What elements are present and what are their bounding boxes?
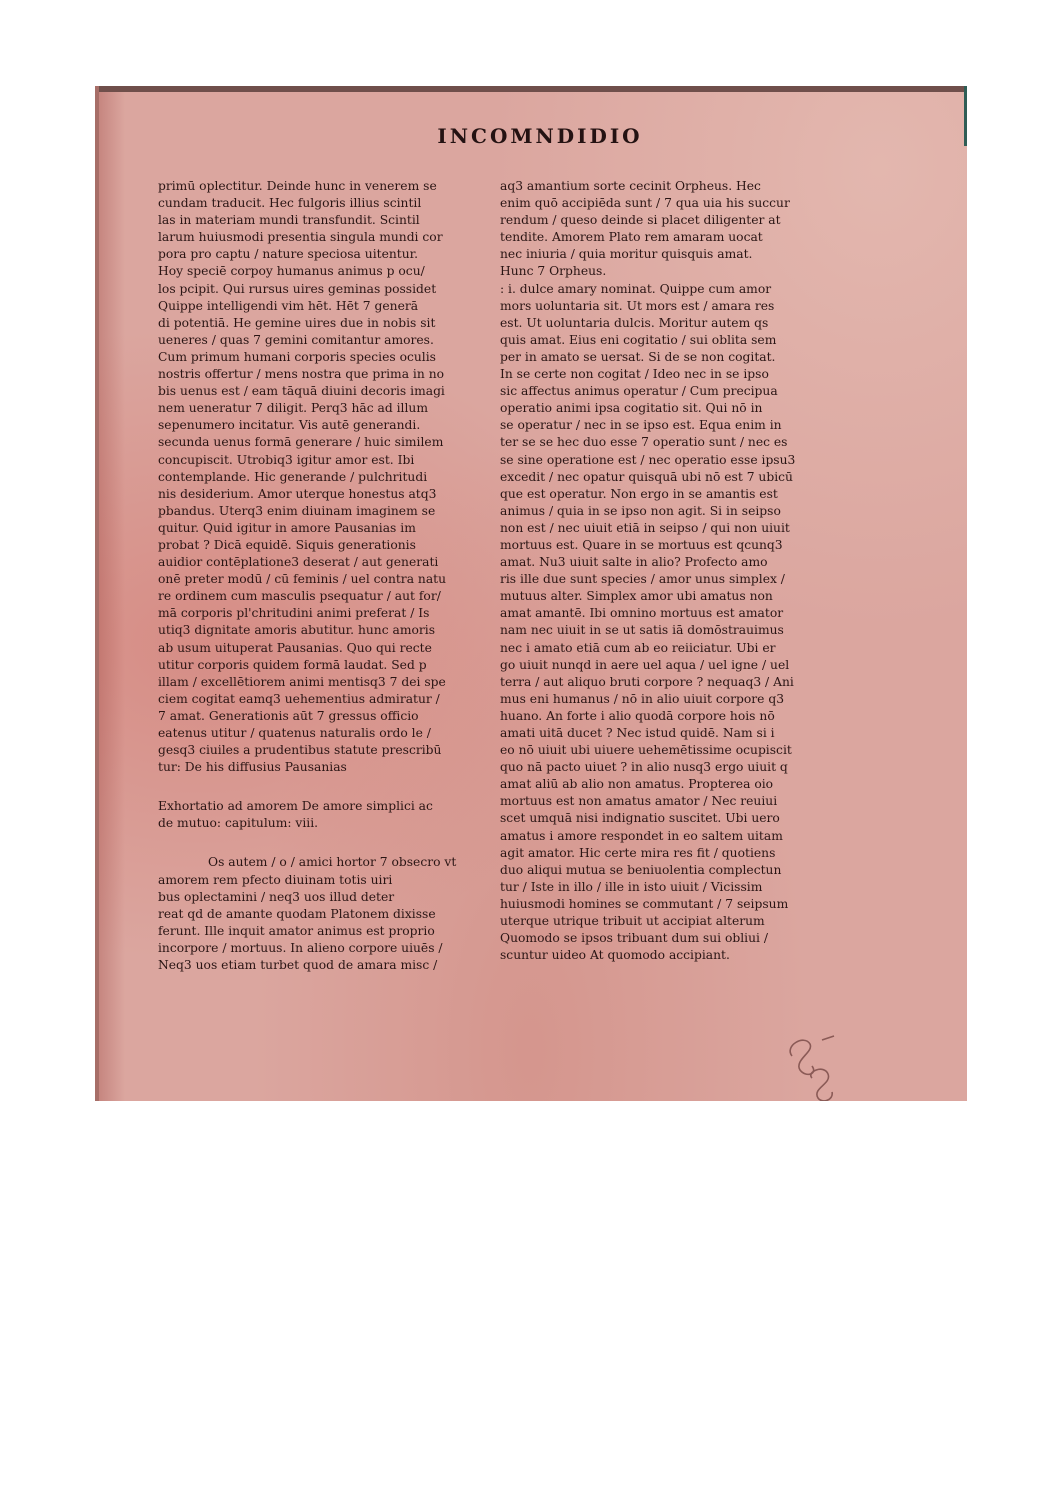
text-line: ter se se hec duo esse 7 operatio sunt / nec es: [500, 435, 788, 450]
text-line: Cum primum humani corporis species oculis: [158, 349, 436, 364]
text-line: mors uoluntaria sit. Ut mors est / amara res: [500, 298, 775, 313]
chapter-heading-line: Exhortatio ad amorem De amore simplici ac: [158, 799, 433, 814]
text-line: uterque utrique tribuit ut accipiat alterum: [500, 914, 765, 929]
text-line: nam nec uiuit in se ut satis iā domōstrauimus: [500, 623, 784, 638]
text-line: amat aliū ab alio non amatus. Propterea oio: [500, 777, 774, 792]
text-line: scet umquā nisi indignatio suscitet. Ubi uero: [500, 811, 780, 826]
text-line: onē preter modū / cū feminis / uel contra natu: [158, 572, 447, 587]
text-line: amorem rem pfecto diuinam totis uiri: [158, 872, 393, 887]
text-line: mā corporis pl'chritudini animi preferat / Is: [158, 606, 430, 621]
text-line: nec iniuria / quia moritur quisquis amat.: [500, 247, 753, 262]
scan-top-edge: [95, 86, 967, 92]
page-gutter-shadow: [95, 86, 125, 1101]
text-line: se sine operatione est / nec operatio esse ipsu3: [500, 452, 796, 467]
text-line: enim quō accipiēda sunt / 7 qua uia his succur: [500, 196, 790, 211]
paragraph-gap: [158, 776, 483, 798]
text-line: aq3 amantium sorte cecinit Orpheus. Hec: [500, 179, 761, 193]
manuscript-page-scan: [95, 86, 967, 1101]
text-line: nec i amato etiā cum ab eo reiiciatur. Ubi er: [500, 640, 776, 655]
text-line: ris ille due sunt species / amor unus simplex /: [500, 572, 785, 587]
text-line: probat ? Dicā equidē. Siquis generationis: [158, 537, 416, 552]
text-line: sepenumero incitatur. Vis autē generandi.: [158, 418, 421, 433]
text-line: se operatur / nec in se ipso est. Equa enim in: [500, 418, 782, 433]
scan-right-edge: [964, 86, 967, 146]
text-line: mortuus est. Quare in se mortuus est qcunq3: [500, 537, 783, 552]
text-line: ueneres / quas 7 gemini comitantur amores.: [158, 332, 434, 347]
text-line: mutuus alter. Simplex amor ubi amatus non: [500, 589, 773, 604]
text-line: ab usum uituperat Pausanias. Quo qui recte: [158, 640, 432, 655]
text-line: di potentiā. He gemine uires due in nobis sit: [158, 315, 436, 330]
text-line: rendum / queso deinde si placet diligenter at: [500, 213, 781, 228]
text-line: larum huiusmodi presentia singula mundi cor: [158, 230, 443, 245]
text-line: illam / excellētiorem animi mentisq3 7 dei spe: [158, 674, 446, 689]
text-line: pora pro captu / nature speciosa uitentur.: [158, 247, 419, 262]
text-line: est. Ut uoluntaria dulcis. Moritur autem qs: [500, 315, 769, 330]
text-line: las in materiam mundi transfundit. Scintil: [158, 213, 420, 228]
text-line: concupiscit. Utrobiq3 igitur amor est. Ibi: [158, 452, 415, 467]
text-line: scuntur uideo At quomodo accipiant.: [500, 948, 730, 963]
text-line: amat. Nu3 uiuit salte in alio? Profecto amo: [500, 555, 768, 570]
text-line: excedit / nec opatur quisquā ubi nō est 7 ubicū: [500, 469, 793, 484]
text-line: quitur. Quid igitur in amore Pausanias im: [158, 520, 416, 535]
text-line: reat qd de amante quodam Platonem dixisse: [158, 906, 436, 921]
text-line: eatenus utitur / quatenus naturalis ordo le /: [158, 726, 431, 740]
text-line: amati uitā ducet ? Nec istud quidē. Nam si i: [500, 726, 775, 740]
text-line: sic affectus animus operatur / Cum precipua: [500, 384, 778, 399]
text-line: Neq3 uos etiam turbet quod de amara misc /: [158, 958, 438, 973]
text-line: Hoy speciē corpoy humanus animus p ocu/: [158, 264, 425, 279]
text-line: terra / aut aliquo bruti corpore ? nequaq3 / Ani: [500, 674, 794, 689]
text-line: mortuus est non amatus amator / Nec reuiui: [500, 794, 778, 809]
text-line: agit amator. Hic certe mira res fit / quotiens: [500, 845, 776, 860]
text-line: utitur corporis quidem formā laudat. Sed p: [158, 657, 427, 672]
text-line: duo aliqui mutua se beniuolentia complectun: [500, 862, 782, 877]
text-line: nostris offertur / mens nostra que prima in no: [158, 367, 445, 382]
text-line: re ordinem cum masculis psequatur / aut for/: [158, 589, 441, 604]
text-line: ferunt. Ille inquit amator animus est proprio: [158, 923, 435, 938]
text-line: auidior contēplatione3 deserat / aut generati: [158, 555, 439, 570]
chapter-heading-line: de mutuo: capitulum: viii.: [158, 816, 319, 831]
text-line: contemplande. Hic generande / pulchritudi: [158, 469, 428, 484]
text-line: gesq3 ciuiles a prudentibus statute prescribū: [158, 743, 442, 758]
text-line: cundam traducit. Hec fulgoris illius scintil: [158, 196, 422, 211]
right-column: [500, 178, 820, 964]
paragraph-gap: [158, 832, 483, 854]
text-line: eo nō uiuit ubi uiuere uehemētissime ocupiscit: [500, 743, 792, 758]
text-line: los pcipit. Qui rursus uires geminas possidet: [158, 281, 437, 296]
text-line: quis amat. Eius eni cogitatio / sui oblita sem: [500, 332, 777, 347]
text-line: huiusmodi homines se commutant / 7 seipsum: [500, 896, 789, 911]
text-line: ciem cogitat eamq3 uehementius admiratur /: [158, 691, 440, 706]
text-line: non est / nec uiuit etiā in seipso / qui non uiuit: [500, 520, 790, 535]
text-line: nem ueneratur 7 diligit. Perq3 hāc ad illum: [158, 401, 429, 416]
running-head: INCOMNDIDIO: [437, 124, 643, 148]
text-line: In se certe non cogitat / Ideo nec in se ipso: [500, 367, 769, 382]
text-line: tendite. Amorem Plato rem amaram uocat: [500, 230, 763, 245]
text-line: Quippe intelligendi vim hēt. Hēt 7 generā: [158, 298, 419, 313]
left-column: [158, 178, 483, 974]
text-line: utiq3 dignitate amoris abutitur. hunc amoris: [158, 623, 436, 638]
text-line: pbandus. Uterq3 enim diuinam imaginem se: [158, 503, 436, 518]
scan-left-edge: [95, 86, 99, 1101]
text-line: 7 amat. Generationis aūt 7 gressus officio: [158, 708, 419, 723]
text-line: amatus i amore respondet in eo saltem uitam: [500, 828, 783, 843]
text-line: per in amato se uersat. Si de se non cogitat.: [500, 349, 776, 364]
text-line: incorpore / mortuus. In alieno corpore uiuēs /: [158, 940, 443, 955]
text-line: secunda uenus formā generare / huic similem: [158, 435, 444, 450]
text-line: tur: De his diffusius Pausanias: [158, 760, 347, 775]
text-line: nis desiderium. Amor uterque honestus atq3: [158, 486, 437, 501]
text-line: animus / quia in se ipso non agit. Si in seipso: [500, 503, 781, 518]
text-line: mus eni humanus / nō in alio uiuit corpore q3: [500, 691, 785, 706]
text-line: que est operatur. Non ergo in se amantis est: [500, 486, 778, 501]
text-line: go uiuit nunqd in aere uel aqua / uel igne / uel: [500, 657, 790, 672]
text-line: huano. An forte i alio quodā corpore hois nō: [500, 708, 775, 723]
text-line: Hunc 7 Orpheus.: [500, 264, 607, 279]
handwritten-annotation-icon: [782, 1026, 842, 1101]
text-line: bis uenus est / eam tāquā diuini decoris imagi: [158, 384, 445, 399]
text-line: quo nā pacto uiuet ? in alio nusq3 ergo uiuit q: [500, 760, 788, 775]
text-line: operatio animi ipsa cogitatio sit. Qui nō in: [500, 401, 763, 416]
text-line: Quomodo se ipsos tribuant dum sui obliui /: [500, 931, 769, 946]
text-line: tur / Iste in illo / ille in isto uiuit / Vicissim: [500, 879, 763, 894]
text-line: Os autem / o / amici hortor 7 obsecro vt: [208, 855, 457, 870]
text-line: : i. dulce amary nominat. Quippe cum amor: [500, 281, 772, 296]
text-line: primū oplectitur. Deinde hunc in venerem se: [158, 179, 437, 193]
text-line: bus oplectamini / neq3 uos illud deter: [158, 889, 395, 904]
text-line: amat amantē. Ibi omnino mortuus est amator: [500, 606, 784, 621]
